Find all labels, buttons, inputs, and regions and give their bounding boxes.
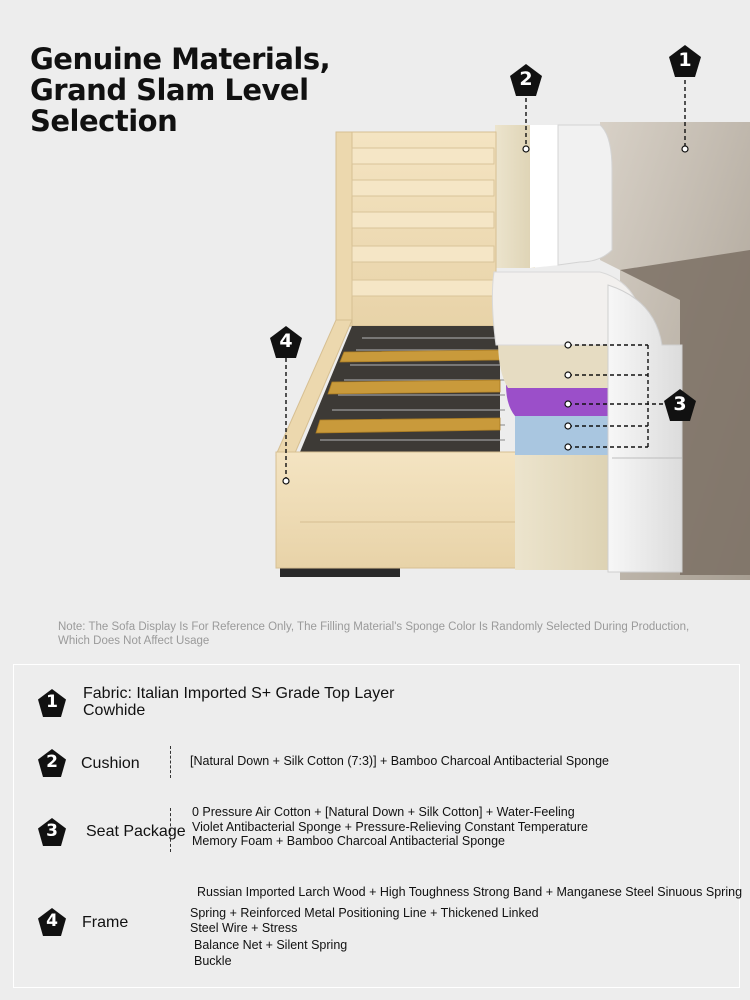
spec-frame-desc-line-1: Russian Imported Larch Wood + High Toughness Strong Band + Manganese Steel Sinuous Spring: [197, 885, 743, 899]
spec-cushion-divider: [170, 746, 171, 778]
seat-layer-purple: [506, 385, 612, 416]
spec-number-3: 3: [46, 821, 58, 841]
spec-fabric-title: [83, 685, 394, 719]
spec-number-4: 4: [46, 911, 58, 931]
spec-seat-package-desc-line-1: 0 Pressure Air Cotton + [Natural Down + Silk Cotton] + Water-Feeling: [192, 805, 575, 819]
disclaimer-note: Note: The Sofa Display Is For Reference Only, The Filling Material's Sponge Color Is Randomly Selected During Production, Which Does Not Affect Usage: [58, 621, 690, 647]
spec-cushion-title: Cushion: [81, 755, 140, 772]
seat-layer-blue: [515, 414, 612, 455]
cushion-sponge-layer: [558, 125, 612, 265]
spec-number-2: 2: [46, 752, 58, 772]
spec-frame-desc-block: [190, 906, 539, 935]
callout-marker-4: [269, 325, 303, 359]
spec-frame-desc-line-5: Buckle: [194, 953, 232, 968]
callout-marker-1-label: 1: [678, 49, 692, 71]
spec-seat-package-desc: [192, 805, 588, 849]
spec-seat-package-title: Seat Package: [86, 823, 186, 840]
spec-number-2-icon: [37, 748, 67, 778]
callout-marker-2: [509, 63, 543, 97]
spec-number-3-icon: [37, 817, 67, 847]
spec-frame-title: Frame: [82, 914, 129, 931]
spec-number-1-icon: [37, 688, 67, 718]
callout-marker-2-label: 2: [519, 68, 533, 90]
headline-line-1: Genuine Materials,: [30, 42, 331, 76]
spec-frame-desc-line-3: Steel Wire + Stress: [190, 920, 298, 935]
callout-marker-4-label: 4: [279, 330, 293, 352]
spec-number-4-icon: [37, 907, 67, 937]
spec-fabric-line-1: Fabric: Italian Imported S+ Grade Top Layer: [83, 685, 395, 702]
cushion-white-layer: [530, 125, 560, 268]
spec-frame-desc-line-2: Spring + Reinforced Metal Positioning Line + Thickened Linked: [190, 906, 539, 920]
callout-marker-1: [668, 44, 702, 78]
headline-line-3: Selection: [30, 104, 178, 138]
spec-number-1: 1: [46, 692, 58, 712]
spec-frame-desc-line-4: Balance Net + Silent Spring: [194, 938, 348, 952]
seat-layer-cream: [498, 340, 612, 388]
cushion-cream-layer: [495, 125, 535, 268]
spec-fabric-line-2: Cowhide: [83, 702, 146, 719]
callout-marker-3-label: 3: [673, 393, 687, 415]
spec-seat-package-divider: [170, 808, 171, 852]
spec-seat-package-desc-line-2: Violet Antibacterial Sponge + Pressure-Relieving Constant Temperature: [192, 819, 588, 834]
spec-frame-desc-block-2: [194, 938, 347, 969]
frame-front-rail: [276, 452, 520, 568]
frame-back-post: [336, 132, 352, 326]
seat-package-base: [515, 440, 610, 570]
headline-line-2: Grand Slam Level: [30, 73, 309, 107]
spec-seat-package-desc-line-3: Memory Foam + Bamboo Charcoal Antibacterial Sponge: [192, 834, 506, 848]
spec-cushion-desc: [Natural Down + Silk Cotton (7:3)] + Bamboo Charcoal Antibacterial Sponge: [190, 754, 609, 768]
callout-marker-3: [663, 388, 697, 422]
